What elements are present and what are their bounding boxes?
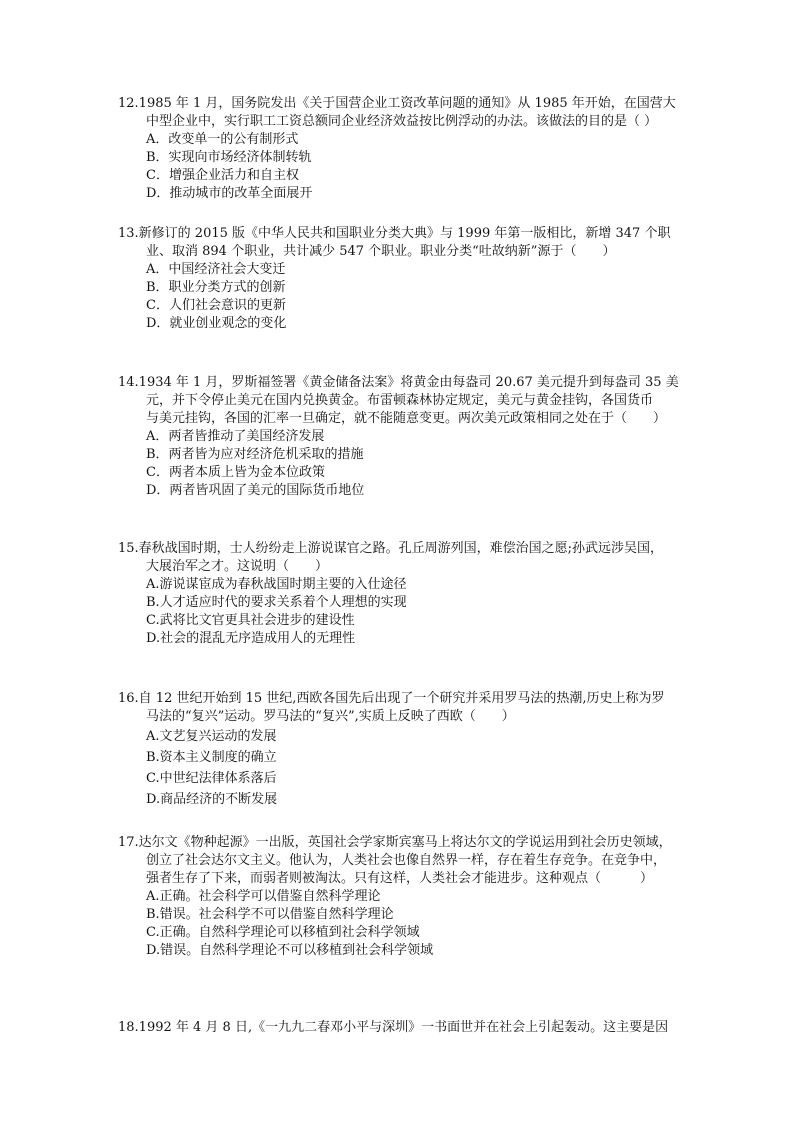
stem-line: 马法的“复兴”运动。罗马法的“复兴”,实质上反映了西欧（ ） <box>146 709 515 724</box>
stem-line: 15.春秋战国时期，士人纷纷走上游说谋官之路。孔丘周游列国，难偿治国之愿;孙武远涉吴国， <box>118 541 664 556</box>
stem-line: 元，并下令停止美元在国内兑换黄金。布雷顿森林协定规定，美元与黄金挂钩，各国货币 <box>146 393 654 408</box>
option-a: A.文艺复兴运动的发展 <box>146 729 277 744</box>
option-c: C.正确。自然科学理论可以移植到社会科学领域 <box>146 925 420 940</box>
option-b: B．两者皆为应对经济危机采取的措施 <box>146 447 364 462</box>
stem-line: 大展治军之才。这说明（ ） <box>146 559 329 574</box>
option-a: A.游说谋宦成为春秋战国时期主要的入仕途径 <box>146 577 407 592</box>
stem-line: 12.1985 年 1 月，国务院发出《关于国营企业工资改革问题的通知》从 1985 年开始，在国营大 <box>118 96 676 111</box>
question-stem <box>118 690 718 726</box>
question-stem <box>118 95 718 131</box>
option-a: A．两者皆推动了美国经济发展 <box>146 429 325 444</box>
stem-line: 与美元挂钩，各国的汇率一旦确定，就不能随意变更。两次美元政策相同之处在于（ ） <box>146 411 667 426</box>
options-list <box>118 888 718 960</box>
question-15 <box>118 540 718 648</box>
option-d: D.错误。自然科学理论不可以移植到社会科学领域 <box>146 943 434 958</box>
question-16 <box>118 690 718 810</box>
stem-line: 13.新修订的 2015 版《中华人民共和国职业分类大典》与 1999 年第一版相比，新增 347 个职 <box>118 226 671 241</box>
option-b: B．职业分类方式的创新 <box>146 280 286 295</box>
stem-line: 17.达尔文《物种起源》一出版，英国社会学家斯宾塞马上将达尔文的学说运用到社会历史领域， <box>118 835 672 850</box>
stem-line: 18.1992 年 4 月 8 日,《一九九二春邓小平与深圳》一书面世并在社会上引起轰动。这主要是因 <box>118 1020 669 1035</box>
stem-line: 14.1934 年 1 月，罗斯福签署《黄金储备法案》将黄金由每盎司 20.67 美元提升到每盎司 35 美 <box>118 375 679 390</box>
question-stem <box>118 1019 718 1037</box>
question-12 <box>118 95 718 203</box>
option-c: C．两者本质上皆为金本位政策 <box>146 465 325 480</box>
stem-line: 强者生存了下来，而弱者则被淘汰。只有这样，人类社会才能进步。这种观点（ ） <box>146 871 654 886</box>
question-stem <box>118 374 718 428</box>
stem-line: 业、取消 894 个职业，共计减少 547 个职业。职业分类“吐故纳新”源于（ ） <box>146 244 616 259</box>
stem-line: 创立了社会达尔文主义。他认为，人类社会也像自然界一样，存在着生存竞争。在竞争中， <box>146 853 667 868</box>
option-d: D．就业创业观念的变化 <box>146 316 287 331</box>
option-b: B．实现向市场经济体制转轨 <box>146 150 312 165</box>
question-13 <box>118 225 718 333</box>
question-stem <box>118 834 718 888</box>
question-14 <box>118 374 718 500</box>
option-a: A．改变单一的公有制形式 <box>146 132 299 147</box>
question-stem <box>118 540 718 576</box>
option-c: C．增强企业活力和自主权 <box>146 168 299 183</box>
option-d: D．两者皆巩固了美元的国际货币地位 <box>146 483 365 498</box>
option-a: A．中国经济社会大变迁 <box>146 262 286 277</box>
stem-line: 16.自 12 世纪开始到 15 世纪,西欧各国先后出现了一个研究并采用罗马法的热潮,历史上称为罗 <box>118 691 665 706</box>
option-d: D．推动城市的改革全面展开 <box>146 186 313 201</box>
option-a: A.正确。社会科学可以借鉴自然科学理论 <box>146 889 381 904</box>
options-list <box>118 428 718 500</box>
question-17 <box>118 834 718 960</box>
option-d: D.商品经济的不断发展 <box>146 792 278 807</box>
option-b: B.人才适应时代的要求关系着个人理想的实现 <box>146 595 407 610</box>
options-list <box>118 261 718 333</box>
options-list <box>118 726 718 810</box>
options-list <box>118 576 718 648</box>
option-b: B.错误。社会科学不可以借鉴自然科学理论 <box>146 907 394 922</box>
question-stem <box>118 225 718 261</box>
option-d: D.社会的混乱无序造成用人的无理性 <box>146 631 356 646</box>
option-c: C.中世纪法律体系落后 <box>146 771 277 786</box>
question-18 <box>118 1019 718 1037</box>
option-c: C.武将比文官更具社会进步的建设性 <box>146 613 355 628</box>
option-b: B.资本主义制度的确立 <box>146 750 277 765</box>
option-c: C．人们社会意识的更新 <box>146 298 286 313</box>
options-list <box>118 131 718 203</box>
stem-line: 中型企业中，实行职工工资总额同企业经济效益按比例浮动的办法。该做法的目的是（ ） <box>146 114 658 129</box>
